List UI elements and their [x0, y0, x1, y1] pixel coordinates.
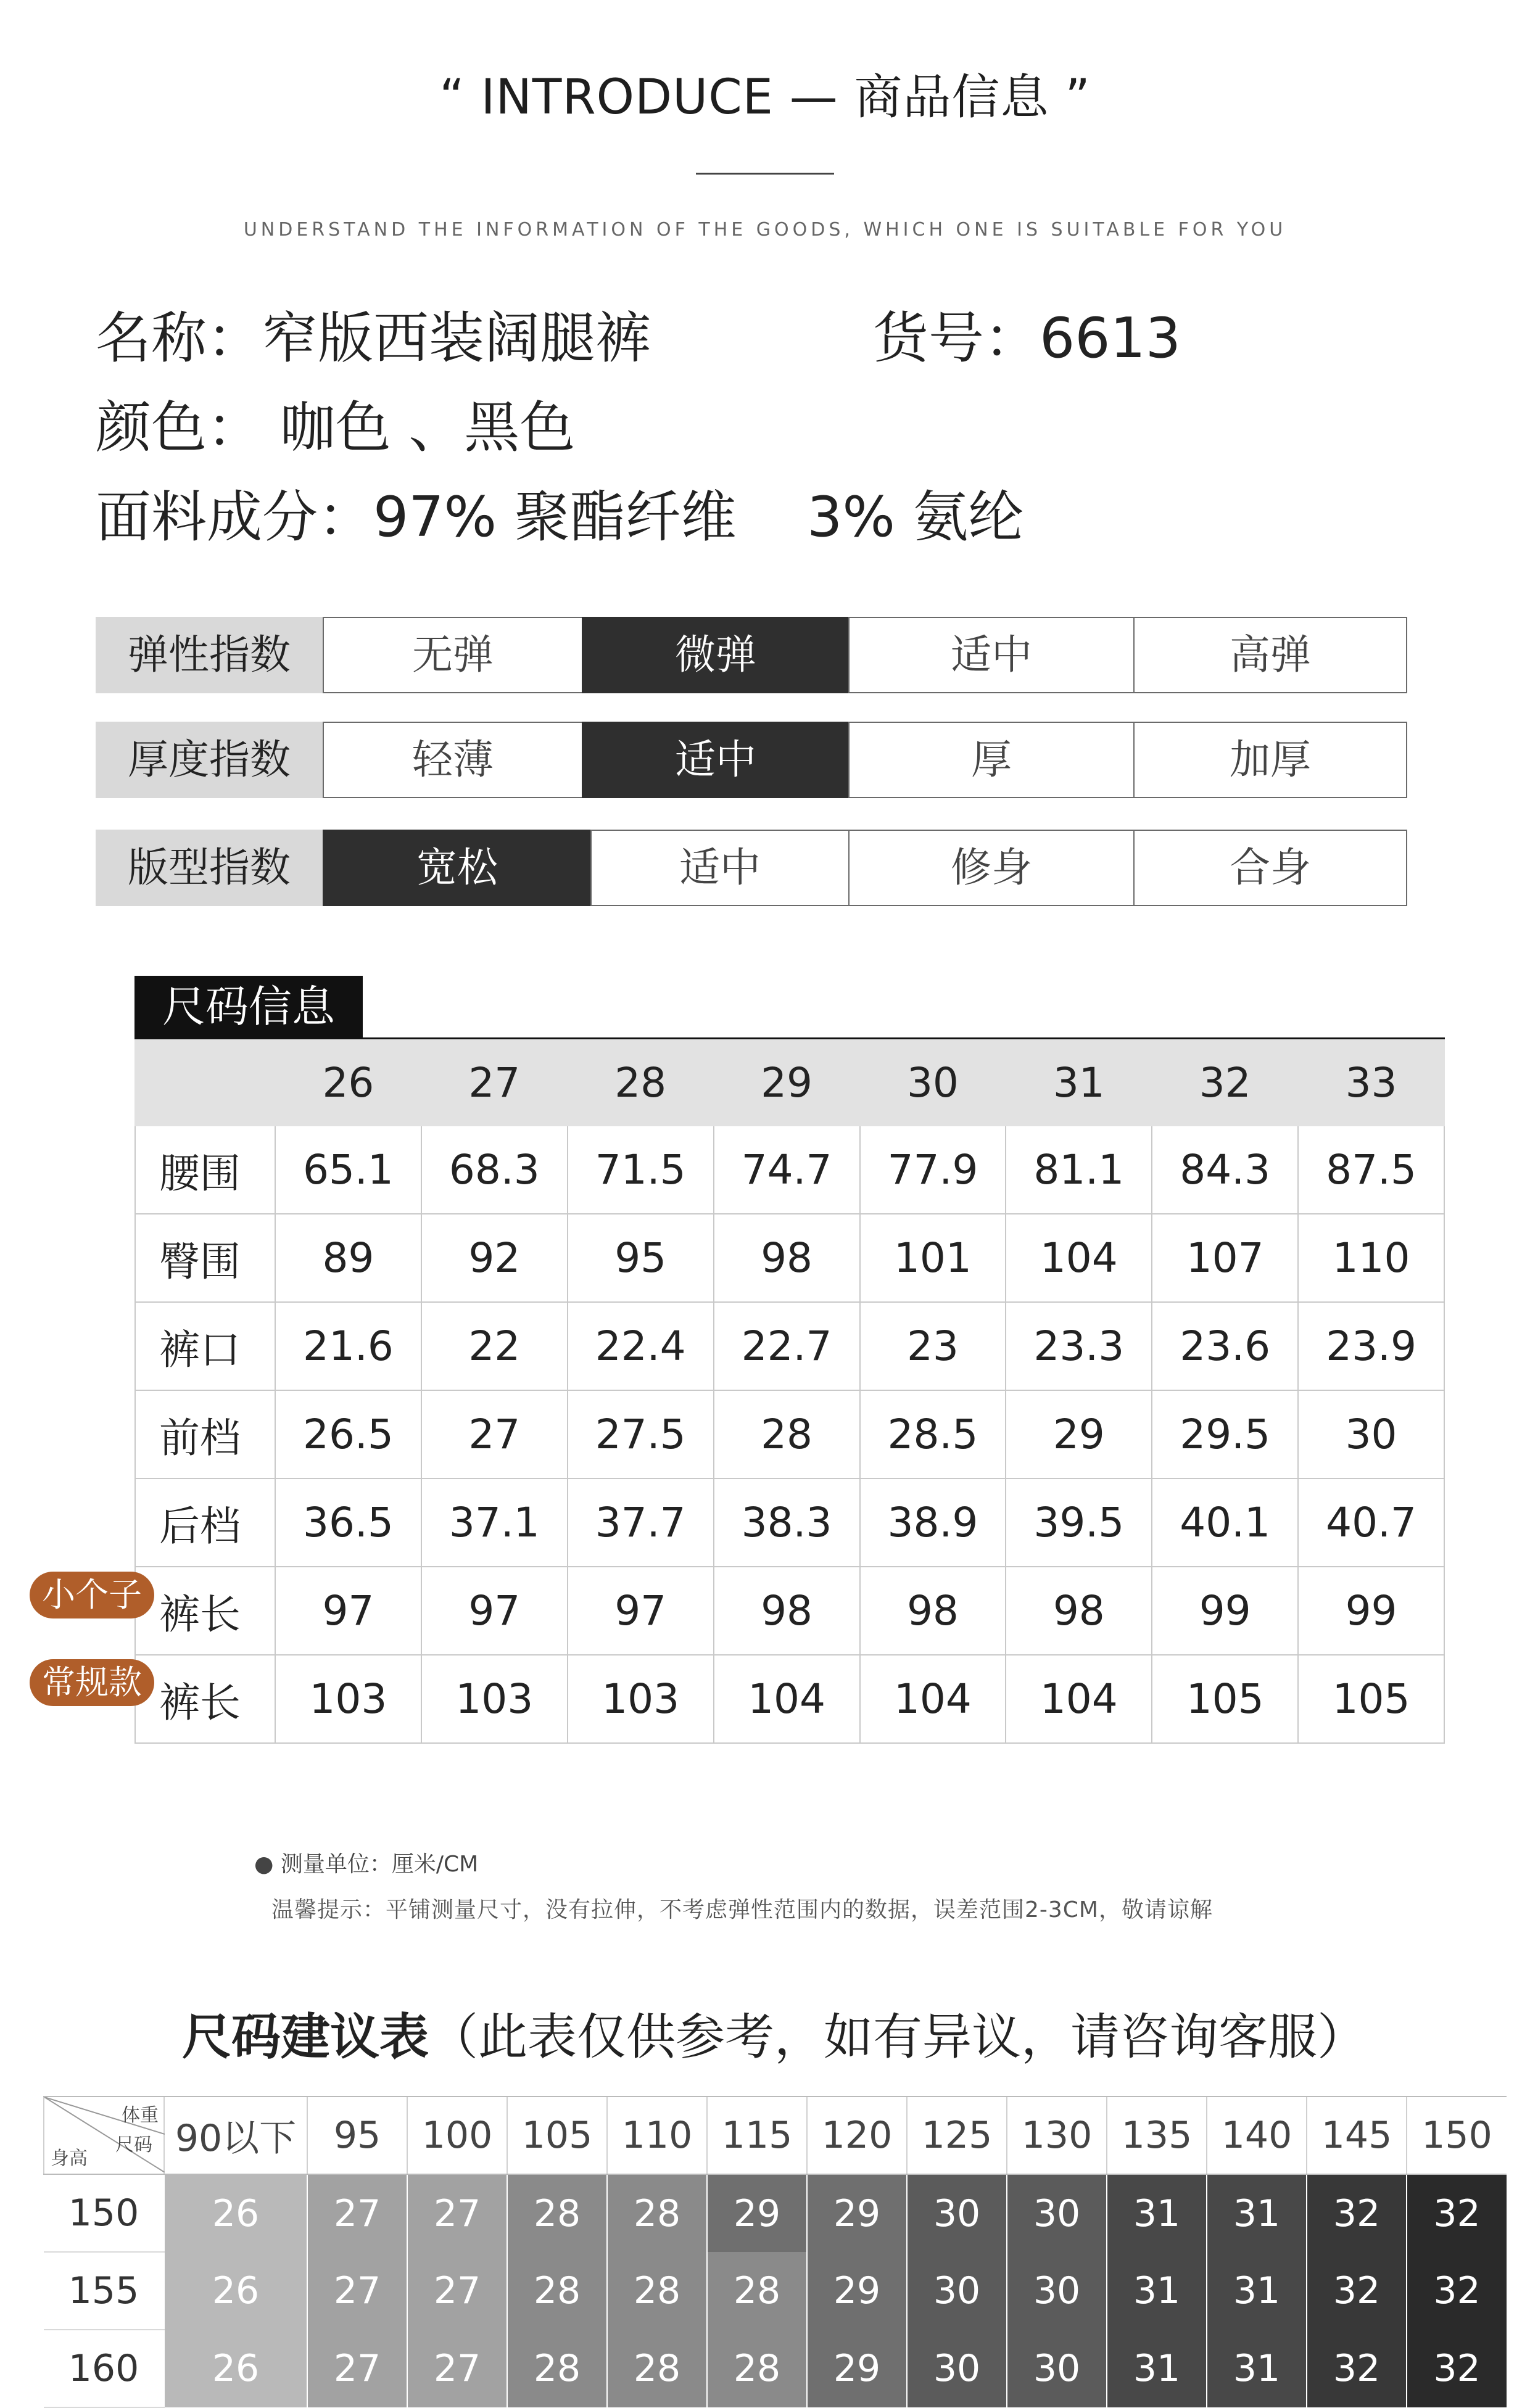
index-option: 厚	[848, 722, 1135, 798]
cell: 84.3	[1152, 1126, 1298, 1214]
cell: 30	[1298, 1390, 1444, 1478]
cell: 97	[421, 1567, 568, 1655]
cell: 103	[275, 1655, 421, 1743]
cell: 26	[164, 2252, 307, 2330]
height-header: 150	[44, 2174, 164, 2252]
petite-tag: 小个子	[30, 1572, 154, 1618]
regular-tag: 常规款	[30, 1659, 154, 1706]
weight-header: 120	[807, 2097, 907, 2174]
cell: 29	[807, 2252, 907, 2330]
cell: 32	[1307, 2252, 1407, 2330]
row-label: 裤口	[135, 1302, 275, 1390]
cell: 71.5	[568, 1126, 714, 1214]
cell: 23.9	[1298, 1302, 1444, 1390]
cell: 81.1	[1006, 1126, 1152, 1214]
cell: 30	[907, 2174, 1007, 2252]
table-row	[44, 2330, 1507, 2407]
cell: 30	[907, 2252, 1007, 2330]
height-header: 160	[44, 2330, 164, 2407]
cell: 27	[307, 2174, 407, 2252]
index-option-selected: 宽松	[323, 830, 592, 906]
row-label: 裤长	[135, 1655, 275, 1743]
cell: 30	[1007, 2252, 1107, 2330]
table-row	[44, 2174, 1507, 2252]
product-fabric: 面料成分：97% 聚酯纤维 3% 氨纶	[96, 485, 1024, 550]
cell: 65.1	[275, 1126, 421, 1214]
size-header: 26	[275, 1040, 421, 1126]
weight-header: 90以下	[164, 2097, 307, 2174]
weight-header: 130	[1007, 2097, 1107, 2174]
cell: 104	[1006, 1214, 1152, 1302]
row-label: 裤长	[135, 1567, 275, 1655]
cell: 99	[1152, 1567, 1298, 1655]
cell: 28	[507, 2330, 607, 2407]
index-option: 修身	[848, 830, 1135, 906]
height-header: 155	[44, 2252, 164, 2330]
cell: 103	[568, 1655, 714, 1743]
cell: 95	[568, 1214, 714, 1302]
cell: 23.6	[1152, 1302, 1298, 1390]
weight-header: 125	[907, 2097, 1007, 2174]
cell: 38.9	[860, 1478, 1006, 1567]
cell: 36.5	[275, 1478, 421, 1567]
cell: 30	[1007, 2330, 1107, 2407]
cell: 74.7	[714, 1126, 860, 1214]
cell: 89	[275, 1214, 421, 1302]
size-info-table	[134, 1037, 1445, 1744]
cell: 104	[714, 1655, 860, 1743]
cell: 101	[860, 1214, 1006, 1302]
cell: 97	[568, 1567, 714, 1655]
cell: 31	[1107, 2174, 1207, 2252]
index-option-selected: 微弹	[582, 617, 850, 693]
cell: 110	[1298, 1214, 1444, 1302]
cell: 29.5	[1152, 1390, 1298, 1478]
title-divider	[696, 173, 834, 175]
weight-header: 145	[1307, 2097, 1407, 2174]
cell: 37.7	[568, 1478, 714, 1567]
cell: 28.5	[860, 1390, 1006, 1478]
weight-header: 135	[1107, 2097, 1207, 2174]
table-row	[135, 1655, 1444, 1743]
cell: 26	[164, 2330, 307, 2407]
product-name: 名称：窄版西装阔腿裤	[96, 306, 651, 371]
size-header: 33	[1298, 1040, 1444, 1126]
size-header: 27	[421, 1040, 568, 1126]
corner-size-label: 尺码	[115, 2134, 152, 2156]
index-option: 高弹	[1133, 617, 1407, 693]
weight-header: 140	[1207, 2097, 1307, 2174]
unit-note: ● 测量单位：厘米/CM	[254, 1852, 479, 1877]
size-header: 30	[860, 1040, 1006, 1126]
corner-height-label: 身高	[51, 2148, 88, 2169]
cell: 37.1	[421, 1478, 568, 1567]
cell: 40.1	[1152, 1478, 1298, 1567]
cell: 92	[421, 1214, 568, 1302]
cell: 39.5	[1006, 1478, 1152, 1567]
table-row	[135, 1390, 1444, 1478]
cell: 30	[907, 2330, 1007, 2407]
cell: 29	[807, 2174, 907, 2252]
cell: 40.7	[1298, 1478, 1444, 1567]
cell: 99	[1298, 1567, 1444, 1655]
table-row	[135, 1567, 1444, 1655]
row-label: 前档	[135, 1390, 275, 1478]
cell: 28	[714, 1390, 860, 1478]
section-subtitle: UNDERSTAND THE INFORMATION OF THE GOODS, WHICH ONE IS SUITABLE FOR YOU	[243, 219, 1287, 241]
cell: 27	[407, 2330, 507, 2407]
cell: 22.7	[714, 1302, 860, 1390]
cell: 31	[1207, 2174, 1307, 2252]
cell: 26.5	[275, 1390, 421, 1478]
cell: 22	[421, 1302, 568, 1390]
product-colors: 颜色： 咖色 、黑色	[96, 395, 576, 460]
cell: 27	[421, 1390, 568, 1478]
tip-note: 温馨提示：平铺测量尺寸，没有拉伸，不考虑弹性范围内的数据，误差范围2-3CM，敬请谅解	[271, 1897, 1213, 1923]
cell: 98	[860, 1567, 1006, 1655]
cell: 30	[1007, 2174, 1107, 2252]
cell: 32	[1407, 2330, 1507, 2407]
corner-cell	[44, 2097, 164, 2174]
index-option: 加厚	[1133, 722, 1407, 798]
cell: 31	[1107, 2330, 1207, 2407]
cell: 98	[714, 1567, 860, 1655]
index-label: 弹性指数	[96, 617, 323, 693]
cell: 28	[607, 2330, 707, 2407]
cell: 105	[1152, 1655, 1298, 1743]
cell: 31	[1207, 2252, 1307, 2330]
cell: 28	[507, 2252, 607, 2330]
cell: 31	[1107, 2252, 1207, 2330]
weight-header: 95	[307, 2097, 407, 2174]
cell: 38.3	[714, 1478, 860, 1567]
table-row	[135, 1214, 1444, 1302]
cell: 31	[1207, 2330, 1307, 2407]
table-row	[135, 1126, 1444, 1214]
cell: 28	[507, 2174, 607, 2252]
cell: 97	[275, 1567, 421, 1655]
size-header: 32	[1152, 1040, 1298, 1126]
index-label: 厚度指数	[96, 722, 323, 798]
cell: 32	[1407, 2252, 1507, 2330]
index-option-selected: 适中	[582, 722, 850, 798]
cell: 107	[1152, 1214, 1298, 1302]
cell: 23.3	[1006, 1302, 1152, 1390]
cell: 21.6	[275, 1302, 421, 1390]
weight-header: 115	[707, 2097, 807, 2174]
table-row	[44, 2252, 1507, 2330]
table-row	[135, 1302, 1444, 1390]
cell: 32	[1307, 2174, 1407, 2252]
cell: 28	[607, 2252, 707, 2330]
weight-header: 110	[607, 2097, 707, 2174]
cell: 26	[164, 2174, 307, 2252]
index-label: 版型指数	[96, 830, 323, 906]
cell: 23	[860, 1302, 1006, 1390]
size-header: 31	[1006, 1040, 1152, 1126]
size-header: 29	[714, 1040, 860, 1126]
weight-header: 100	[407, 2097, 507, 2174]
recommend-title-note: （此表仅供参考，如有异议，请咨询客服）	[429, 2008, 1367, 2066]
row-label: 臀围	[135, 1214, 275, 1302]
index-option: 无弹	[323, 617, 583, 693]
cell: 32	[1307, 2330, 1407, 2407]
cell: 104	[1006, 1655, 1152, 1743]
corner-weight-label: 体重	[122, 2105, 159, 2126]
cell: 29	[707, 2174, 807, 2252]
index-option: 适中	[848, 617, 1135, 693]
cell: 27	[407, 2252, 507, 2330]
index-option: 适中	[590, 830, 850, 906]
section-title: “ INTRODUCE — 商品信息 ”	[439, 70, 1091, 125]
cell: 27	[307, 2330, 407, 2407]
index-option: 合身	[1133, 830, 1407, 906]
row-label: 后档	[135, 1478, 275, 1567]
size-info-title: 尺码信息	[134, 976, 363, 1037]
cell: 27.5	[568, 1390, 714, 1478]
weight-header: 150	[1407, 2097, 1507, 2174]
cell: 22.4	[568, 1302, 714, 1390]
cell: 68.3	[421, 1126, 568, 1214]
header-blank	[135, 1040, 275, 1126]
table-row	[135, 1478, 1444, 1567]
cell: 77.9	[860, 1126, 1006, 1214]
product-item-number: 货号：6613	[873, 306, 1181, 371]
cell: 98	[714, 1214, 860, 1302]
size-header: 28	[568, 1040, 714, 1126]
recommend-title	[182, 1997, 1367, 2068]
cell: 29	[1006, 1390, 1152, 1478]
cell: 28	[707, 2330, 807, 2407]
cell: 87.5	[1298, 1126, 1444, 1214]
weight-header: 105	[507, 2097, 607, 2174]
recommend-title-bold: 尺码建议表	[182, 2008, 429, 2066]
index-option: 轻薄	[323, 722, 583, 798]
weight-header-row	[44, 2097, 1507, 2174]
cell: 105	[1298, 1655, 1444, 1743]
cell: 98	[1006, 1567, 1152, 1655]
cell: 32	[1407, 2174, 1507, 2252]
cell: 27	[407, 2174, 507, 2252]
cell: 27	[307, 2252, 407, 2330]
cell: 103	[421, 1655, 568, 1743]
cell: 104	[860, 1655, 1006, 1743]
cell: 28	[607, 2174, 707, 2252]
cell: 29	[807, 2330, 907, 2407]
size-recommend-table	[43, 2096, 1497, 2408]
cell: 28	[707, 2252, 807, 2330]
size-header-row	[135, 1040, 1444, 1126]
row-label: 腰围	[135, 1126, 275, 1214]
